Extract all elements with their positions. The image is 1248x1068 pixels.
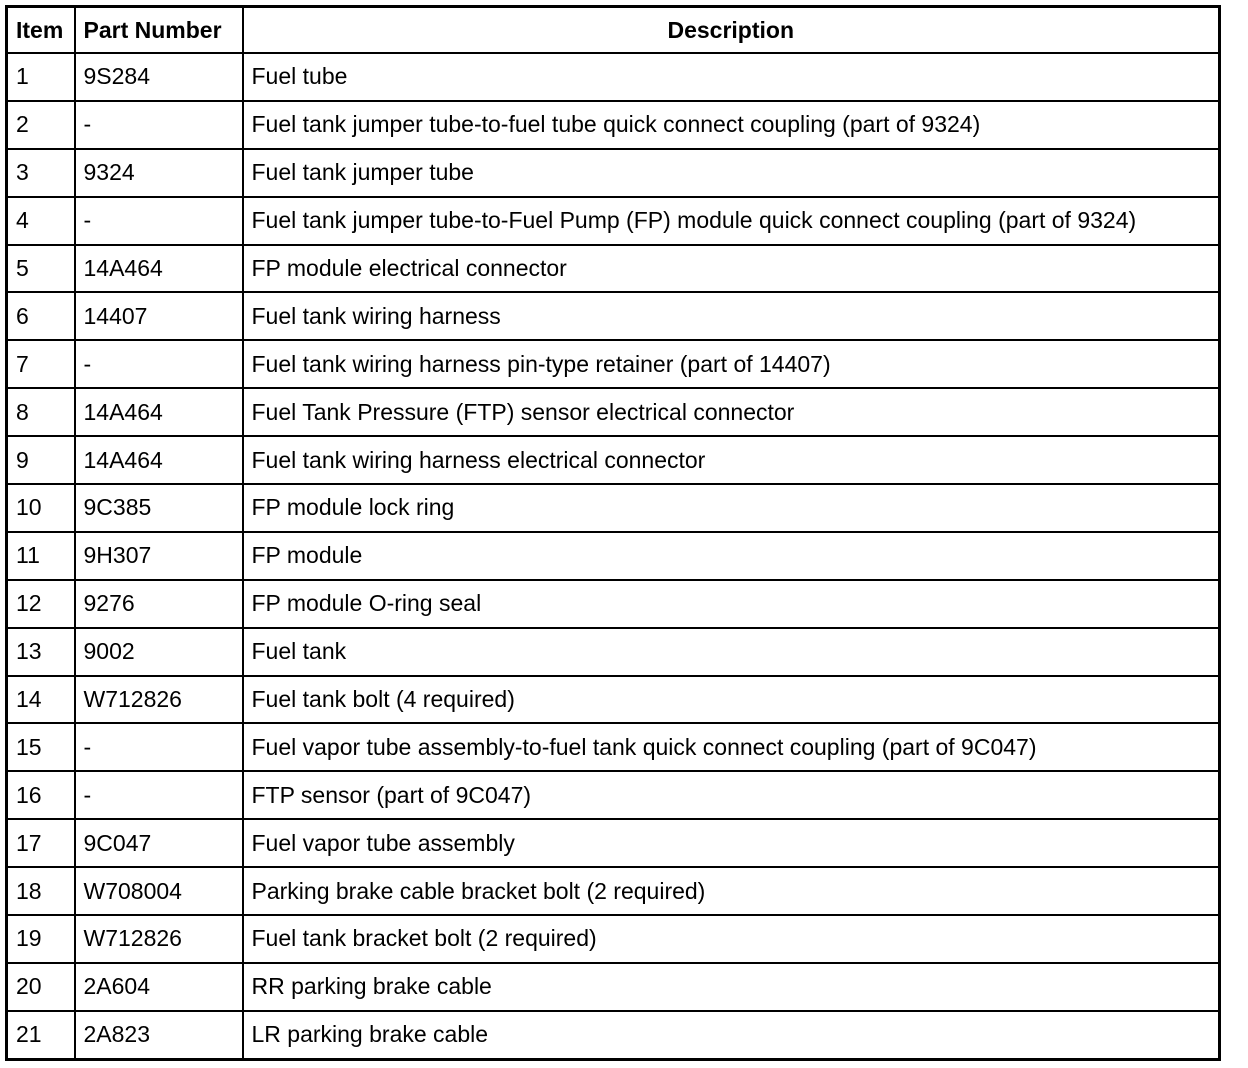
- table-row: [7, 340, 1220, 388]
- table-row: [7, 101, 1220, 149]
- table-row: [7, 532, 1220, 580]
- cell-item: 17: [7, 819, 75, 867]
- cell-part-number: -: [75, 101, 243, 149]
- table-header: [7, 7, 1220, 54]
- table-row: [7, 676, 1220, 724]
- cell-description: Fuel tank bracket bolt (2 required): [243, 915, 1220, 963]
- cell-description: FP module: [243, 532, 1220, 580]
- cell-part-number: 14A464: [75, 436, 243, 484]
- cell-part-number: 9324: [75, 149, 243, 197]
- table-row: [7, 867, 1220, 915]
- cell-part-number: W712826: [75, 676, 243, 724]
- cell-part-number: 2A604: [75, 963, 243, 1011]
- cell-part-number: 9C385: [75, 484, 243, 532]
- cell-item: 15: [7, 723, 75, 771]
- cell-item: 18: [7, 867, 75, 915]
- cell-description: Fuel tank wiring harness pin-type retainer (part of 14407): [243, 340, 1220, 388]
- table-row: [7, 149, 1220, 197]
- cell-description: Fuel tank bolt (4 required): [243, 676, 1220, 724]
- cell-item: 4: [7, 197, 75, 245]
- cell-item: 6: [7, 292, 75, 340]
- table-row: [7, 580, 1220, 628]
- cell-item: 3: [7, 149, 75, 197]
- cell-description: Fuel Tank Pressure (FTP) sensor electrical connector: [243, 388, 1220, 436]
- cell-item: 14: [7, 676, 75, 724]
- cell-description: FP module O-ring seal: [243, 580, 1220, 628]
- table-row: [7, 1011, 1220, 1060]
- cell-part-number: 9H307: [75, 532, 243, 580]
- cell-description: FTP sensor (part of 9C047): [243, 771, 1220, 819]
- cell-part-number: 14A464: [75, 388, 243, 436]
- table-row: [7, 197, 1220, 245]
- table-row: [7, 915, 1220, 963]
- cell-part-number: 9C047: [75, 819, 243, 867]
- table-row: [7, 819, 1220, 867]
- cell-item: 21: [7, 1011, 75, 1060]
- cell-description: Fuel tube: [243, 53, 1220, 101]
- table-row: [7, 484, 1220, 532]
- table-row: [7, 628, 1220, 676]
- cell-part-number: 9276: [75, 580, 243, 628]
- header-part-number: Part Number: [75, 7, 243, 54]
- cell-part-number: -: [75, 771, 243, 819]
- table-row: [7, 436, 1220, 484]
- cell-part-number: -: [75, 723, 243, 771]
- cell-item: 1: [7, 53, 75, 101]
- cell-description: FP module lock ring: [243, 484, 1220, 532]
- table-row: [7, 771, 1220, 819]
- table-row: [7, 388, 1220, 436]
- table-row: [7, 963, 1220, 1011]
- cell-item: 5: [7, 245, 75, 293]
- table-row: [7, 53, 1220, 101]
- cell-item: 2: [7, 101, 75, 149]
- cell-part-number: -: [75, 197, 243, 245]
- table-row: [7, 723, 1220, 771]
- cell-item: 16: [7, 771, 75, 819]
- cell-description: Fuel tank jumper tube: [243, 149, 1220, 197]
- cell-item: 12: [7, 580, 75, 628]
- cell-item: 11: [7, 532, 75, 580]
- cell-description: LR parking brake cable: [243, 1011, 1220, 1060]
- cell-part-number: 9002: [75, 628, 243, 676]
- cell-item: 8: [7, 388, 75, 436]
- table-row: [7, 245, 1220, 293]
- header-item: Item: [7, 7, 75, 54]
- table-body: [7, 53, 1220, 1060]
- cell-description: Fuel tank jumper tube-to-fuel tube quick connect coupling (part of 9324): [243, 101, 1220, 149]
- cell-part-number: 2A823: [75, 1011, 243, 1060]
- cell-description: Fuel tank: [243, 628, 1220, 676]
- cell-description: Fuel tank wiring harness: [243, 292, 1220, 340]
- cell-description: Fuel vapor tube assembly-to-fuel tank quick connect coupling (part of 9C047): [243, 723, 1220, 771]
- cell-item: 19: [7, 915, 75, 963]
- parts-table: [5, 5, 1221, 1061]
- cell-item: 7: [7, 340, 75, 388]
- cell-part-number: 9S284: [75, 53, 243, 101]
- cell-description: Parking brake cable bracket bolt (2 required): [243, 867, 1220, 915]
- cell-item: 9: [7, 436, 75, 484]
- cell-description: Fuel tank jumper tube-to-Fuel Pump (FP) module quick connect coupling (part of 9324): [243, 197, 1220, 245]
- cell-part-number: 14A464: [75, 245, 243, 293]
- header-description: Description: [243, 7, 1220, 54]
- cell-item: 20: [7, 963, 75, 1011]
- cell-part-number: -: [75, 340, 243, 388]
- cell-description: Fuel tank wiring harness electrical connector: [243, 436, 1220, 484]
- table-row: [7, 292, 1220, 340]
- cell-description: Fuel vapor tube assembly: [243, 819, 1220, 867]
- cell-item: 13: [7, 628, 75, 676]
- cell-part-number: 14407: [75, 292, 243, 340]
- cell-part-number: W708004: [75, 867, 243, 915]
- cell-part-number: W712826: [75, 915, 243, 963]
- header-row: [7, 7, 1220, 54]
- cell-description: FP module electrical connector: [243, 245, 1220, 293]
- cell-description: RR parking brake cable: [243, 963, 1220, 1011]
- cell-item: 10: [7, 484, 75, 532]
